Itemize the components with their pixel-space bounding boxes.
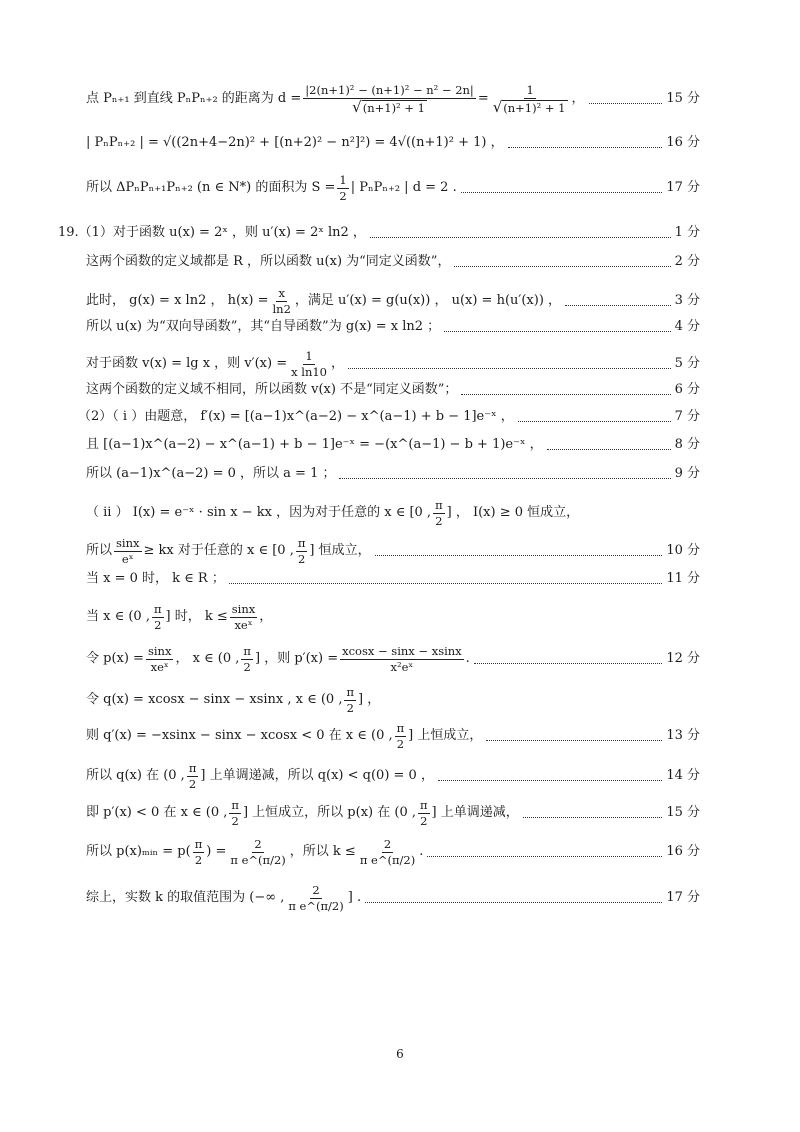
line-content: （2）（ i ）由题意， f′(x) = [(a−1)x^(a−2) − x^(a−1) + b − 1]e⁻ˣ ， [78,409,514,424]
text-fragment: 即 p′(x) < 0 在 x ∈ (0 , [86,804,228,820]
leader-dots [438,780,662,781]
score-label: 14 分 [666,767,700,783]
text-fragment: | PₙPₙ₊₂ | d = 2 . [350,179,457,195]
score-label: 6 分 [674,382,700,397]
score-label: 8 分 [674,437,700,452]
leader-dots [486,740,662,741]
fraction-denominator: 2 [396,736,405,751]
fraction [241,645,253,673]
text-fragment: ₙ₊₁ 到直线 PₙPₙ₊₂ 的距离为 d = [111,91,302,107]
score-label: 10 分 [666,542,700,558]
fraction-numerator: 2 [254,837,262,851]
line-g-h-functions [86,287,700,315]
fraction-numerator: sinx [116,536,140,550]
fraction-denominator: xeˣ [150,659,169,674]
score-label: 15 分 [666,804,700,820]
fraction-numerator: sinx [147,644,172,658]
fraction [337,174,348,202]
fraction-numerator: π [297,536,306,550]
line-distance [86,84,700,115]
fraction [491,84,570,115]
text-fragment: 令 q(x) = xcosx − sinx − xsinx , x ∈ (0 , [86,691,343,707]
fraction-denominator: x ln10 [291,364,327,379]
fraction [230,603,257,631]
text-fragment: ) = [206,843,227,859]
leader-dots [370,237,671,238]
fraction [358,838,417,866]
fraction [271,287,293,315]
score-label: 16 分 [666,843,700,859]
fraction [296,537,308,565]
score-label: 11 分 [666,571,700,586]
text-fragment: ] 上单调递减，所以 q(x) < q(0) = 0 ， [200,767,434,783]
score-label: 2 分 [674,254,700,269]
leader-dots [444,331,670,332]
line-q-function [86,686,700,714]
leader-dots [375,555,663,556]
score-label: 9 分 [674,466,700,481]
sqrt: √ (n+1)² + 1 [352,97,425,116]
fraction-denominator: xeˣ [234,617,253,632]
fraction-numerator: π [153,602,162,616]
line-same-domain [86,255,700,269]
score-label: 3 分 [674,292,700,308]
line-content: 当 x = 0 时， k ∈ R ； [86,571,225,586]
text-fragment: ， [571,91,585,107]
fraction-numerator: π [435,498,443,512]
radicand: (n+1)² + 1 [503,100,566,115]
leader-dots [339,478,670,479]
fraction [433,499,445,527]
leader-dots [547,449,671,450]
text-fragment: 所以 [86,542,113,558]
text-fragment: ] 上恒成立， [408,727,483,743]
line-content: 这两个函数的定义域都是 R ，所以函数 u(x) 为“同定义函数”， [86,254,451,269]
text-fragment: 当 x ∈ (0 , [86,608,150,624]
fraction-denominator: 2 [188,776,197,791]
fraction-denominator: 2 [339,188,347,203]
text-fragment: 所以 q(x) 在 (0 , [86,767,185,783]
leader-dots [461,394,670,395]
line-part2-i [78,410,700,424]
fraction [303,84,476,115]
fraction-denominator [491,99,570,115]
line-v-function [86,350,700,378]
leader-dots [518,421,671,422]
leader-dots [365,902,662,903]
text-fragment: 对于函数 v(x) = lg x ，则 v′(x) = [86,355,288,371]
score-label: 1 分 [674,225,700,240]
line-not-same-domain [86,383,700,397]
fraction-numerator: π [188,761,197,775]
line-x-zero [86,572,700,586]
fraction-denominator [350,99,429,115]
fraction [289,350,329,378]
text-fragment: ] ， I(x) ≥ 0 恒成立， [446,504,580,520]
line-p-function [86,645,700,673]
line-p-decreasing [86,799,700,827]
line-content: 19.（1）对于函数 u(x) = 2ˣ ，则 u′(x) = 2ˣ ln2 ， [58,225,366,240]
line-content: 且 [(a−1)x^(a−2) − x^(a−1) + b − 1]e⁻ˣ = −(x^(a−1) − b + 1)e⁻ˣ ， [86,437,543,452]
fraction-denominator: 2 [194,852,203,867]
line-q19-part1 [58,226,700,240]
text-fragment: 所以 p(x)ₘᵢₙ = p( [86,843,191,859]
fraction-denominator: 2 [420,813,428,828]
line-content [86,84,585,115]
leader-dots [508,147,663,148]
fraction-denominator: 2 [435,513,443,528]
sqrt: √ (n+1)² + 1 [492,97,566,116]
leader-dots [427,856,662,857]
line-content: 所以 (a−1)x^(a−2) = 0 ，所以 a = 1 ； [86,466,336,481]
text-fragment: ] . [347,889,362,905]
line-content [86,686,380,714]
line-x-positive [86,603,700,631]
page-number: 6 [396,1047,404,1061]
line-content [86,350,344,378]
score-label: 13 分 [666,727,700,743]
line-q-derivative [86,722,700,750]
line-q-decreasing [86,762,700,790]
text-fragment: = [477,91,489,107]
fraction [418,799,430,827]
fraction-denominator: π e^(π/2) [288,898,344,913]
fraction-numerator: π [231,798,239,812]
line-content [86,287,561,315]
score-label: 7 分 [674,409,700,424]
text-fragment: 令 p(x) = [86,650,144,666]
fraction [146,645,173,673]
text-fragment: ， [330,355,344,371]
text-fragment: 所以 ΔPₙPₙ₊₁Pₙ₊₂ (n ∈ N*) 的面积为 S = [86,179,336,195]
text-fragment: 综上，实数 k 的取值范围为 (−∞ , [86,889,285,905]
text-fragment: 此时， g(x) = x ln2 ， h(x) = [86,292,269,308]
fraction-numerator: 1 [526,83,534,97]
line-content: | PₙPₙ₊₂ | = √((2n+4−2n)² + [(n+2)² − n²]²) = 4√((n+1)² + 1) ， [86,135,504,150]
text-fragment: ] 上恒成立，所以 p(x) 在 (0 , [242,804,416,820]
fraction-numerator: π [243,644,251,658]
text-fragment: ， x ∈ (0 , [175,650,240,666]
fraction-denominator: 2 [346,700,354,715]
line-content [86,722,482,750]
text-fragment: 则 q′(x) = −xsinx − sinx − xcosx < 0 在 x ∈ (0 , [86,727,393,743]
text-fragment: （ ii ） I(x) = e⁻ˣ · sin x − kx ，因为对于任意的 x ∈ [0 , [86,504,432,520]
text-fragment: ≥ kx 对于任意的 x ∈ [0 , [143,542,294,558]
fraction [395,722,407,750]
text-fragment: ] 恒成立， [309,542,371,558]
line-p-minimum [86,838,700,866]
line-inequality-holds [86,537,700,565]
text-fragment: ] 上单调递减， [431,804,519,820]
line-content [86,838,423,866]
fraction [229,799,241,827]
fraction-denominator: 2 [243,659,251,674]
fraction-denominator: 2 [297,551,306,566]
fraction-numerator: π [194,837,203,851]
fraction-denominator: 2 [154,617,162,632]
leader-dots [454,266,670,267]
fraction-numerator: 1 [305,349,313,363]
fraction [114,537,141,565]
text-fragment: ] ，则 p′(x) = [254,650,339,666]
line-derivative-equation [86,438,700,452]
score-label: 4 分 [674,319,700,334]
text-fragment: 点 P [86,91,112,107]
fraction-numerator: 2 [312,883,320,897]
fraction-denominator: eˣ [121,551,134,566]
leader-dots [229,583,662,584]
fraction-numerator: π [396,721,405,735]
line-content [86,645,470,673]
leader-dots [474,663,663,664]
fraction-numerator: |2(n+1)² − (n+1)² − n² − 2n| [305,83,474,97]
line-content [86,603,272,631]
text-fragment: . [419,843,424,859]
line-content [86,499,579,527]
fraction-numerator: x [278,286,285,300]
score-label: 5 分 [674,355,700,371]
line-content [86,537,371,565]
score-label: 12 分 [666,650,700,666]
fraction-denominator: x²eˣ [390,659,414,674]
fraction-denominator: 2 [231,813,239,828]
line-content [86,799,519,827]
fraction-numerator: π [346,685,355,699]
score-label: 15 分 [666,91,700,107]
text-fragment: ] 时， k ≤ [165,608,228,624]
fraction-numerator: 2 [383,837,392,851]
fraction [152,603,164,631]
leader-dots [461,192,663,193]
fraction [344,686,356,714]
line-a-value [86,467,700,481]
text-fragment: ] ， [358,691,381,707]
line-content [86,762,434,790]
score-label: 17 分 [666,179,700,195]
leader-dots [523,817,663,818]
fraction-denominator: π e^(π/2) [359,852,416,867]
line-content: 这两个函数的定义域不相同，所以函数 v(x) 不是“同定义函数”； [86,382,458,397]
line-part2-ii [86,499,700,527]
fraction-numerator: π [419,798,428,812]
score-label: 16 分 [666,135,700,150]
fraction-denominator: π e^(π/2) [230,852,286,867]
leader-dots [348,368,671,369]
radicand: (n+1)² + 1 [362,100,425,115]
leader-dots [589,103,663,104]
text-fragment: ，所以 k ≤ [289,843,356,859]
fraction-numerator: xcosx − sinx − xsinx [342,644,462,658]
fraction [228,838,287,866]
line-double-derivative [86,320,700,334]
fraction [193,838,205,866]
line-segment-length [86,136,700,150]
fraction [187,762,199,790]
fraction [340,645,464,673]
line-content [86,174,457,202]
score-label: 17 分 [666,889,700,905]
text-fragment: . [465,650,470,666]
leader-dots [565,305,671,306]
fraction-numerator: sinx [231,602,256,616]
fraction-numerator: 1 [339,173,347,187]
line-area [86,174,700,202]
text-fragment: ， [259,608,273,624]
line-content [86,884,361,912]
line-content: 所以 u(x) 为“双向导函数”，其“自导函数”为 g(x) = x ln2 ； [86,319,441,334]
text-fragment: ，满足 u′(x) = g(u(x)) ， u(x) = h(u′(x)) ， [294,292,562,308]
line-conclusion [86,884,700,912]
fraction [286,884,345,912]
fraction-denominator: ln2 [272,301,291,316]
